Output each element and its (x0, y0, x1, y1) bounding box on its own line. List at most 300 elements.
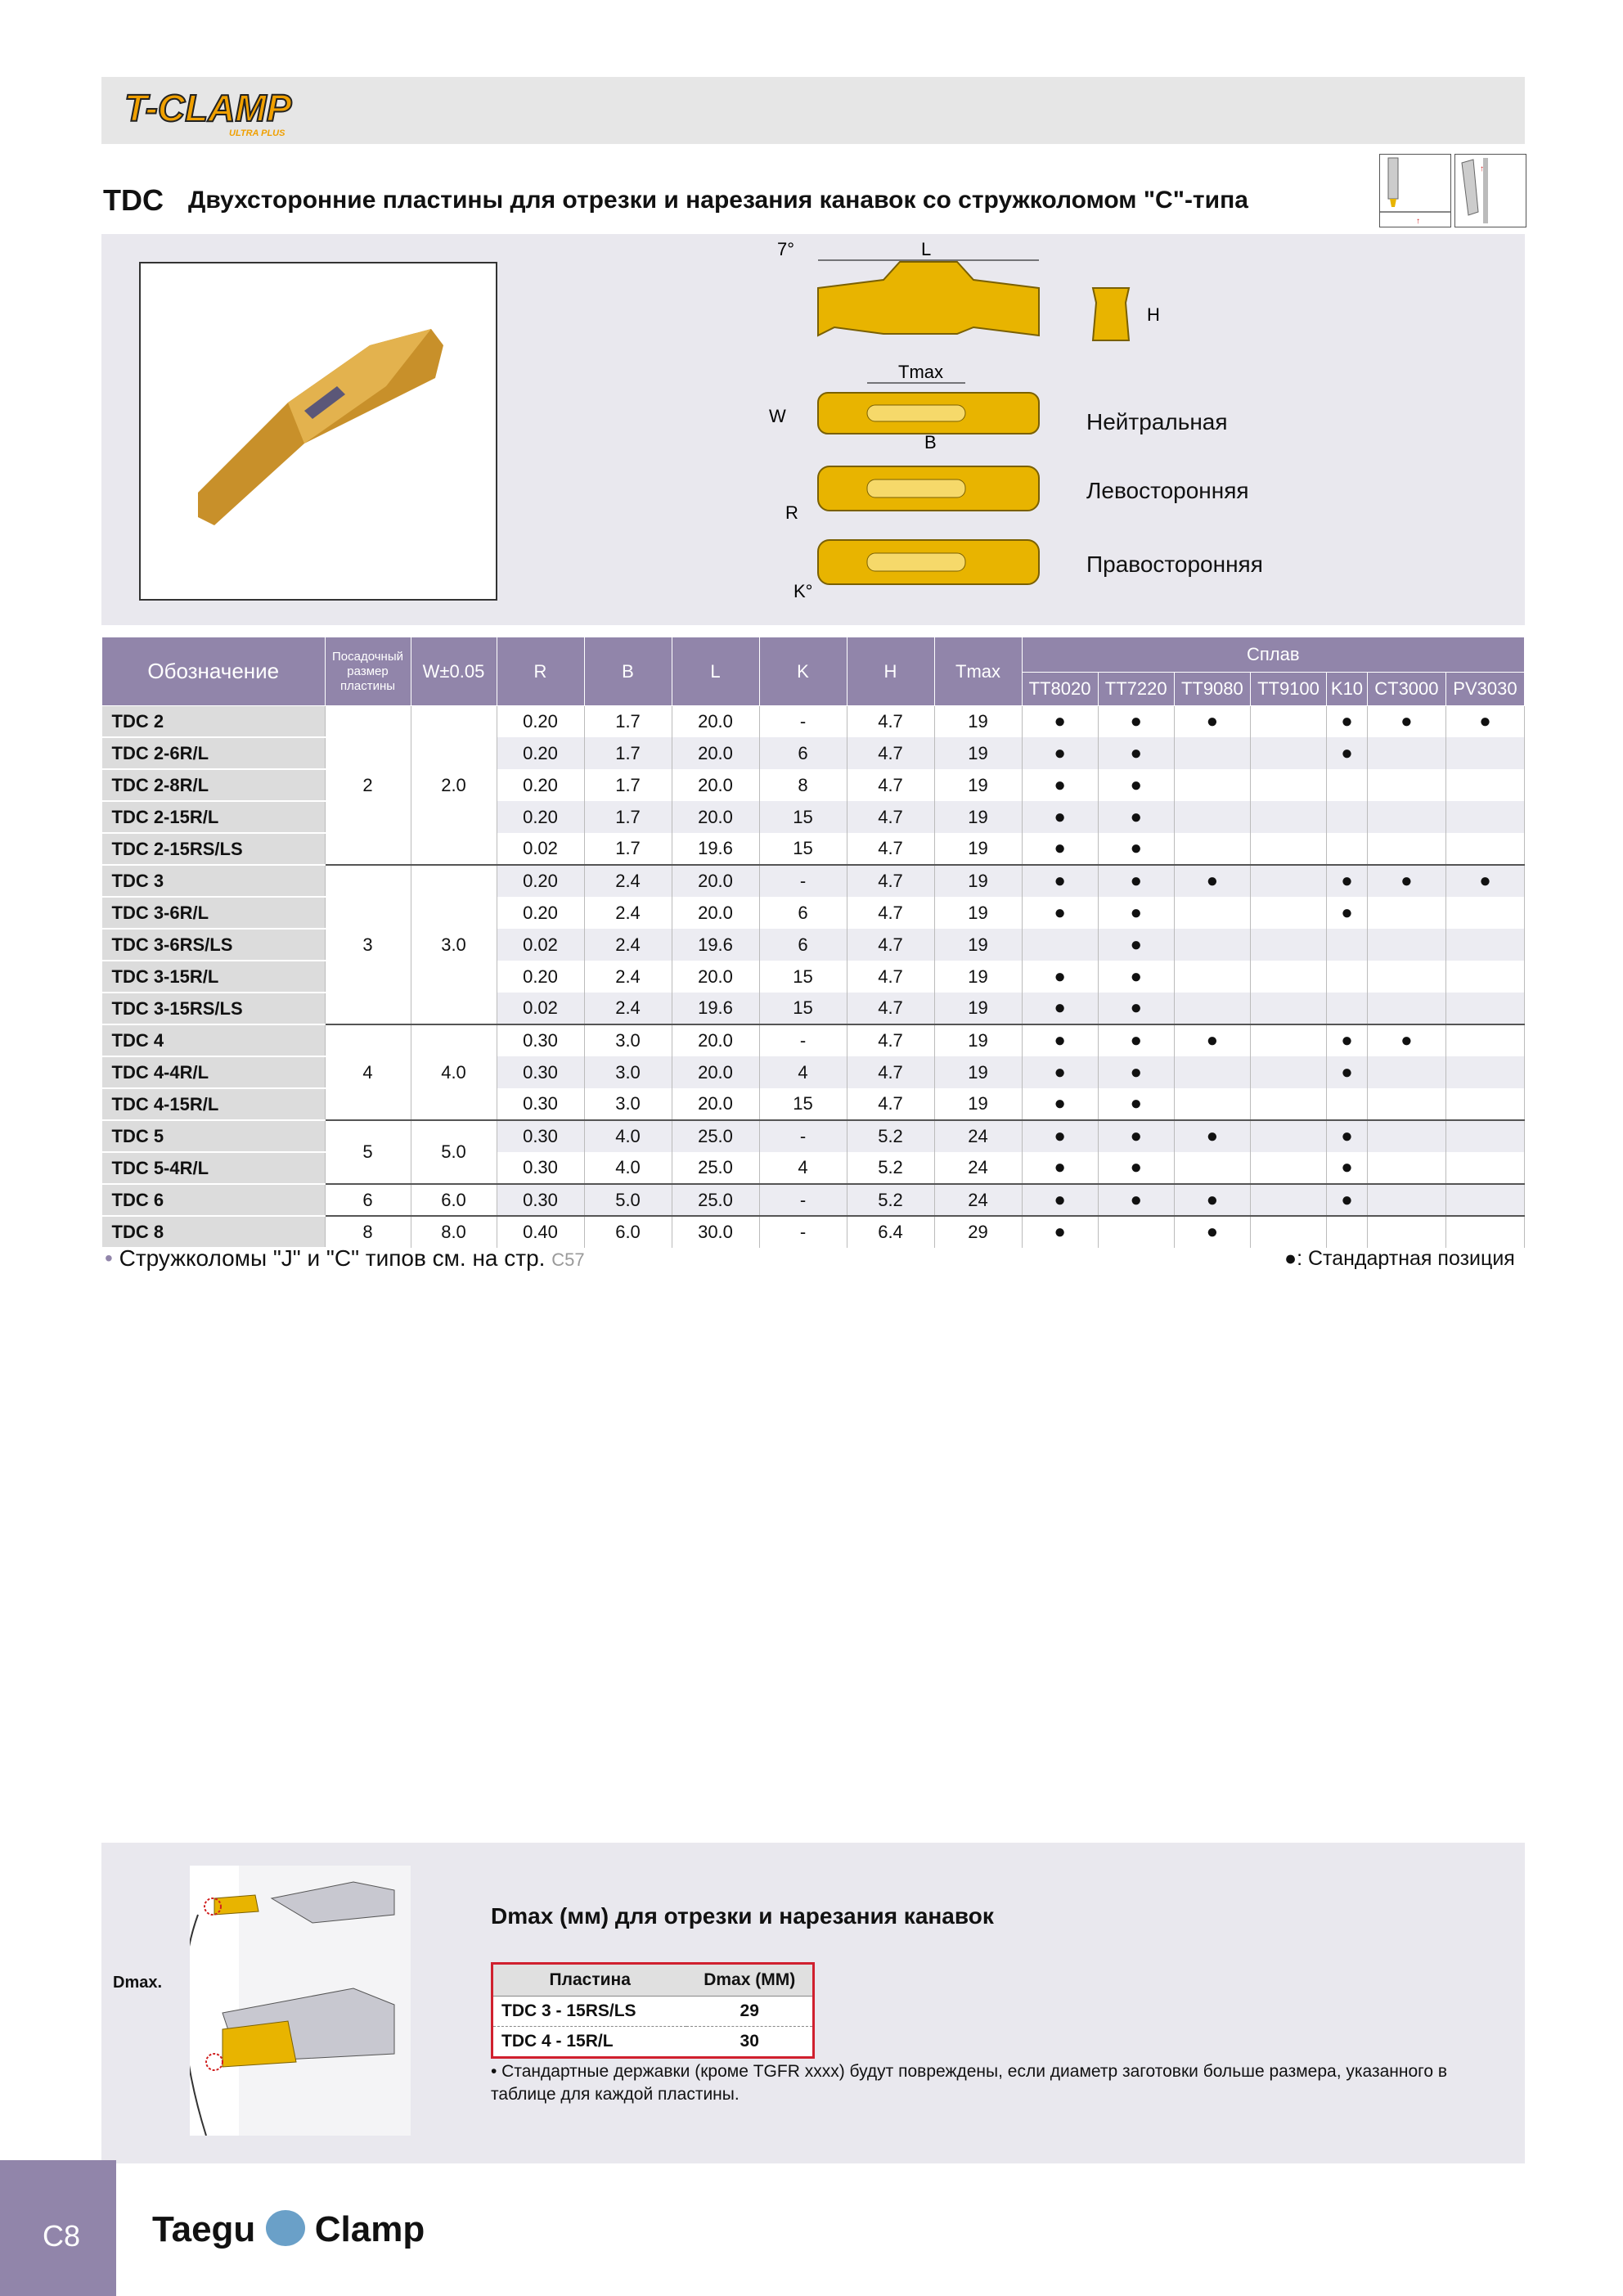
grade-availability-cell: ● (1022, 1216, 1098, 1248)
r-cell: 0.30 (497, 1024, 584, 1056)
w-cell: 8.0 (411, 1216, 497, 1248)
title-code: TDC (103, 183, 164, 217)
b-cell: 4.0 (584, 1152, 672, 1184)
col-seat-size: Посадочный размер пластины (325, 637, 411, 706)
grade-availability-cell (1445, 1088, 1524, 1120)
designation-cell: TDC 3 (102, 865, 326, 897)
grade-availability-cell: ● (1327, 1024, 1368, 1056)
grade-availability-cell: ● (1098, 801, 1174, 833)
grade-availability-cell (1367, 801, 1445, 833)
grade-availability-cell (1445, 961, 1524, 993)
dmax-figure-label: Dmax. (113, 1974, 163, 1992)
grade-availability-cell: ● (1327, 1056, 1368, 1088)
grade-availability-cell (1327, 961, 1368, 993)
l-cell: 19.6 (672, 993, 759, 1024)
grade-availability-cell: ● (1022, 769, 1098, 801)
grade-availability-cell: ● (1174, 1184, 1250, 1216)
l-cell: 25.0 (672, 1184, 759, 1216)
grade-availability-cell: ● (1327, 897, 1368, 929)
grade-availability-cell: ● (1022, 1056, 1098, 1088)
seat-size-cell: 2 (325, 706, 411, 866)
brand-emblem-icon (266, 2210, 305, 2246)
grade-availability-cell: ● (1022, 1088, 1098, 1120)
tmax-cell: 19 (934, 929, 1022, 961)
b-cell: 2.4 (584, 929, 672, 961)
right-hand-view (818, 540, 1039, 584)
brand-text: Taegu (152, 2209, 256, 2249)
tmax-cell: 24 (934, 1152, 1022, 1184)
designation-cell: TDC 4-15R/L (102, 1088, 326, 1120)
grade-availability-cell: ● (1098, 1184, 1174, 1216)
grade-availability-cell (1327, 769, 1368, 801)
b-cell: 2.4 (584, 865, 672, 897)
grade-availability-cell (1250, 961, 1326, 993)
grade-availability-cell: ● (1098, 929, 1174, 961)
l-cell: 20.0 (672, 769, 759, 801)
table-row (102, 1088, 1525, 1120)
b-cell: 3.0 (584, 1056, 672, 1088)
grade-availability-cell (1250, 833, 1326, 865)
grade-availability-cell: ● (1022, 993, 1098, 1024)
grade-availability-cell (1367, 1152, 1445, 1184)
grade-availability-cell (1250, 993, 1326, 1024)
h-cell: 4.7 (847, 1056, 934, 1088)
l-cell: 20.0 (672, 1056, 759, 1088)
grade-availability-cell (1327, 801, 1368, 833)
h-cell: 5.2 (847, 1184, 934, 1216)
grade-availability-cell (1174, 897, 1250, 929)
grade-availability-cell: ● (1327, 1152, 1368, 1184)
designation-cell: TDC 2 (102, 706, 326, 738)
grade-availability-cell: ● (1022, 865, 1098, 897)
grade-availability-cell (1250, 929, 1326, 961)
h-cell: 4.7 (847, 706, 934, 738)
h-cell: 5.2 (847, 1120, 934, 1152)
grade-availability-cell: ● (1022, 897, 1098, 929)
grade-availability-cell (1367, 737, 1445, 769)
grade-availability-cell: ● (1098, 706, 1174, 738)
designation-cell: TDC 4 (102, 1024, 326, 1056)
tmax-cell: 24 (934, 1184, 1022, 1216)
page-ref: C57 (551, 1249, 585, 1270)
col-k: K (759, 637, 847, 706)
grade-availability-cell: ● (1327, 1120, 1368, 1152)
grade-availability-cell (1327, 833, 1368, 865)
grade-availability-cell: ● (1098, 737, 1174, 769)
tmax-cell: 19 (934, 801, 1022, 833)
r-cell: 0.20 (497, 897, 584, 929)
k-cell: 15 (759, 993, 847, 1024)
brand-text-2: Clamp (314, 2209, 425, 2249)
k-cell: 4 (759, 1152, 847, 1184)
dim-K: K° (794, 581, 813, 601)
grade-availability-cell (1250, 706, 1326, 738)
col-tmax: Tmax (934, 637, 1022, 706)
dmax-note: • Стандартные державки (кроме TGFR xxxx) будут повреждены, если диаметр заготовки больше размера, указанного в таблице для каждой пластины. (491, 2062, 1448, 2104)
grade-availability-cell: ● (1174, 1216, 1250, 1248)
h-cell: 4.7 (847, 833, 934, 865)
grade-availability-cell (1250, 801, 1326, 833)
spec-table-body (102, 706, 1525, 1249)
r-cell: 0.20 (497, 961, 584, 993)
grade-availability-cell (1250, 1216, 1326, 1248)
h-cell: 4.7 (847, 737, 934, 769)
col-grade: PV3030 (1445, 673, 1524, 706)
tmax-cell: 19 (934, 897, 1022, 929)
svg-text:↑: ↑ (1416, 217, 1420, 226)
l-cell: 30.0 (672, 1216, 759, 1248)
b-cell: 2.4 (584, 993, 672, 1024)
grade-availability-cell: ● (1098, 1088, 1174, 1120)
table-row (102, 706, 1525, 738)
tmax-cell: 19 (934, 961, 1022, 993)
grade-availability-cell (1367, 993, 1445, 1024)
designation-cell: TDC 6 (102, 1184, 326, 1216)
col-b: B (584, 637, 672, 706)
dmax-col-value: Dmax (ММ) (686, 1965, 812, 1997)
grade-availability-cell: ● (1022, 801, 1098, 833)
r-cell: 0.02 (497, 993, 584, 1024)
r-cell: 0.30 (497, 1056, 584, 1088)
grade-availability-cell: ● (1174, 706, 1250, 738)
grade-availability-cell (1327, 1088, 1368, 1120)
grade-availability-cell (1367, 1056, 1445, 1088)
w-cell: 5.0 (411, 1120, 497, 1184)
grade-availability-cell: ● (1022, 737, 1098, 769)
grade-availability-cell (1022, 929, 1098, 961)
dim-W: W (769, 406, 786, 426)
svg-text:↑: ↑ (1480, 164, 1484, 173)
grade-availability-cell: ● (1445, 706, 1524, 738)
seat-size-cell: 5 (325, 1120, 411, 1184)
tmax-cell: 29 (934, 1216, 1022, 1248)
page-title: Двухсторонние пластины для отрезки и нарезания канавок со стружколомом "С"-типа (188, 187, 1248, 214)
grade-availability-cell (1445, 1152, 1524, 1184)
col-grade: CT3000 (1367, 673, 1445, 706)
grade-availability-cell (1367, 1120, 1445, 1152)
b-cell: 1.7 (584, 801, 672, 833)
grade-availability-cell (1174, 961, 1250, 993)
grade-availability-cell (1445, 993, 1524, 1024)
dim-H: H (1147, 304, 1160, 325)
k-cell: 6 (759, 929, 847, 961)
k-cell: - (759, 865, 847, 897)
b-cell: 6.0 (584, 1216, 672, 1248)
h-cell: 4.7 (847, 961, 934, 993)
r-cell: 0.02 (497, 929, 584, 961)
designation-cell: TDC 5 (102, 1120, 326, 1152)
view-label-neutral: Нейтральная (1086, 409, 1228, 434)
r-cell: 0.02 (497, 833, 584, 865)
dmax-title: Dmax (мм) для отрезки и нарезания канавок (491, 1903, 994, 1929)
grade-availability-cell (1367, 897, 1445, 929)
k-cell: 4 (759, 1056, 847, 1088)
grade-availability-cell: ● (1098, 1056, 1174, 1088)
grade-availability-cell (1445, 1216, 1524, 1248)
grade-availability-cell: ● (1022, 833, 1098, 865)
dim-L: L (921, 239, 932, 259)
seat-size-cell: 8 (325, 1216, 411, 1248)
tmax-cell: 19 (934, 1056, 1022, 1088)
b-cell: 2.4 (584, 961, 672, 993)
table-row (102, 1184, 1525, 1216)
dmax-table (493, 1965, 812, 2056)
col-grade: TT8020 (1022, 673, 1098, 706)
grade-availability-cell (1174, 769, 1250, 801)
grade-availability-cell (1174, 1152, 1250, 1184)
k-cell: - (759, 1120, 847, 1152)
k-cell: - (759, 1024, 847, 1056)
b-cell: 3.0 (584, 1088, 672, 1120)
grade-availability-cell (1250, 1184, 1326, 1216)
grade-availability-cell (1250, 1024, 1326, 1056)
l-cell: 20.0 (672, 865, 759, 897)
insert-photo (139, 262, 497, 601)
grade-availability-cell (1367, 961, 1445, 993)
designation-cell: TDC 2-6R/L (102, 737, 326, 769)
grade-availability-cell (1098, 1216, 1174, 1248)
grade-availability-cell (1174, 993, 1250, 1024)
grade-availability-cell (1367, 929, 1445, 961)
grade-availability-cell: ● (1367, 706, 1445, 738)
table-row (102, 1216, 1525, 1248)
tmax-cell: 24 (934, 1120, 1022, 1152)
dmax-row (493, 2027, 812, 2057)
r-cell: 0.20 (497, 801, 584, 833)
page-number: C8 (43, 2219, 81, 2253)
col-h: H (847, 637, 934, 706)
grade-availability-cell: ● (1022, 1184, 1098, 1216)
tmax-cell: 19 (934, 993, 1022, 1024)
grooving-application-icon (1379, 154, 1451, 227)
grade-availability-cell: ● (1022, 1152, 1098, 1184)
grade-availability-cell (1327, 993, 1368, 1024)
dmax-insert: TDC 3 - 15RS/LS (493, 1997, 686, 2027)
grade-availability-cell (1174, 1088, 1250, 1120)
designation-cell: TDC 3-6RS/LS (102, 929, 326, 961)
k-cell: 15 (759, 833, 847, 865)
col-grade: TT7220 (1098, 673, 1174, 706)
col-l: L (672, 637, 759, 706)
grade-availability-cell (1445, 833, 1524, 865)
k-cell: 15 (759, 801, 847, 833)
dmax-insert: TDC 4 - 15R/L (493, 2027, 686, 2057)
w-cell: 3.0 (411, 865, 497, 1024)
grade-availability-cell: ● (1098, 1120, 1174, 1152)
k-cell: - (759, 706, 847, 738)
h-cell: 4.7 (847, 801, 934, 833)
grade-availability-cell (1367, 1184, 1445, 1216)
grade-availability-cell: ● (1022, 1120, 1098, 1152)
col-alloy: Сплав (1022, 637, 1525, 673)
h-cell: 4.7 (847, 865, 934, 897)
dmax-row (493, 1997, 812, 2027)
grade-availability-cell: ● (1327, 706, 1368, 738)
k-cell: 8 (759, 769, 847, 801)
grade-availability-cell (1445, 737, 1524, 769)
dim-R: R (785, 502, 798, 523)
grade-availability-cell: ● (1098, 865, 1174, 897)
b-cell: 1.7 (584, 706, 672, 738)
tmax-cell: 19 (934, 737, 1022, 769)
col-w: W±0.05 (411, 637, 497, 706)
h-cell: 4.7 (847, 1024, 934, 1056)
logo-sub: ULTRA PLUS (229, 128, 285, 138)
designation-cell: TDC 8 (102, 1216, 326, 1248)
seat-size-cell: 4 (325, 1024, 411, 1120)
grade-availability-cell: ● (1327, 737, 1368, 769)
l-cell: 20.0 (672, 737, 759, 769)
b-cell: 1.7 (584, 833, 672, 865)
grade-availability-cell (1327, 1216, 1368, 1248)
grade-availability-cell (1367, 1088, 1445, 1120)
grade-availability-cell (1250, 1120, 1326, 1152)
h-cell: 5.2 (847, 1152, 934, 1184)
tmax-cell: 19 (934, 1088, 1022, 1120)
designation-cell: TDC 3-15R/L (102, 961, 326, 993)
l-cell: 20.0 (672, 897, 759, 929)
designation-cell: TDC 2-8R/L (102, 769, 326, 801)
table-row (102, 1152, 1525, 1184)
grade-availability-cell: ● (1098, 961, 1174, 993)
grade-availability-cell (1174, 833, 1250, 865)
h-cell: 4.7 (847, 897, 934, 929)
chipbreaker-note: • Стружколомы "J" и "C" типов см. на стр. C57 (105, 1245, 585, 1271)
table-row (102, 865, 1525, 897)
table-row (102, 1056, 1525, 1088)
h-cell: 4.7 (847, 1088, 934, 1120)
r-cell: 0.30 (497, 1088, 584, 1120)
table-row (102, 737, 1525, 769)
parting-application-icon (1454, 154, 1526, 227)
b-cell: 5.0 (584, 1184, 672, 1216)
grade-availability-cell (1445, 1024, 1524, 1056)
grade-availability-cell (1250, 1056, 1326, 1088)
r-cell: 0.20 (497, 865, 584, 897)
dmax-table-box (491, 1962, 815, 2059)
grade-availability-cell: ● (1022, 961, 1098, 993)
tmax-cell: 19 (934, 865, 1022, 897)
b-cell: 4.0 (584, 1120, 672, 1152)
l-cell: 20.0 (672, 961, 759, 993)
grade-availability-cell: ● (1022, 1024, 1098, 1056)
l-cell: 19.6 (672, 833, 759, 865)
grade-availability-cell (1445, 1120, 1524, 1152)
l-cell: 20.0 (672, 801, 759, 833)
grade-availability-cell: ● (1098, 769, 1174, 801)
grade-availability-cell (1367, 769, 1445, 801)
logo-text: T-CLAMP (124, 87, 292, 129)
l-cell: 20.0 (672, 706, 759, 738)
grade-availability-cell: ● (1367, 865, 1445, 897)
table-row (102, 769, 1525, 801)
k-cell: 15 (759, 961, 847, 993)
h-cell: 4.7 (847, 993, 934, 1024)
k-cell: 6 (759, 737, 847, 769)
dim-angle: 7° (777, 239, 795, 259)
grade-availability-cell: ● (1098, 897, 1174, 929)
grade-availability-cell (1445, 801, 1524, 833)
grade-availability-cell (1250, 897, 1326, 929)
grade-availability-cell: ● (1174, 865, 1250, 897)
designation-cell: TDC 5-4R/L (102, 1152, 326, 1184)
table-row (102, 929, 1525, 961)
dim-B: B (924, 432, 937, 452)
t-clamp-logo (123, 85, 335, 141)
grade-availability-cell: ● (1098, 1152, 1174, 1184)
col-grade: TT9100 (1250, 673, 1326, 706)
w-cell: 6.0 (411, 1184, 497, 1216)
grade-availability-cell: ● (1367, 1024, 1445, 1056)
legend-note: ●: Стандартная позиция (1284, 1247, 1515, 1270)
grade-availability-cell (1445, 1184, 1524, 1216)
insert-photo-drawing (141, 263, 496, 599)
grade-availability-cell (1250, 1152, 1326, 1184)
l-cell: 25.0 (672, 1152, 759, 1184)
grade-availability-cell (1174, 737, 1250, 769)
grade-availability-cell (1250, 1088, 1326, 1120)
view-label-right: Правосторонняя (1086, 551, 1263, 577)
dmax-value: 29 (686, 1997, 812, 2027)
k-cell: 15 (759, 1088, 847, 1120)
b-cell: 3.0 (584, 1024, 672, 1056)
tmax-cell: 19 (934, 1024, 1022, 1056)
designation-cell: TDC 2-15RS/LS (102, 833, 326, 865)
dim-Tmax: Tmax (898, 362, 943, 382)
grade-availability-cell (1445, 929, 1524, 961)
w-cell: 4.0 (411, 1024, 497, 1120)
seat-size-cell: 6 (325, 1184, 411, 1216)
grade-availability-cell (1250, 865, 1326, 897)
k-cell: - (759, 1216, 847, 1248)
table-row (102, 993, 1525, 1024)
grade-availability-cell (1327, 929, 1368, 961)
r-cell: 0.20 (497, 706, 584, 738)
table-row (102, 1024, 1525, 1056)
brand-logo (152, 2209, 425, 2250)
grade-availability-cell: ● (1327, 1184, 1368, 1216)
r-cell: 0.20 (497, 769, 584, 801)
grade-availability-cell (1445, 769, 1524, 801)
spec-table (101, 637, 1525, 1249)
b-cell: 2.4 (584, 897, 672, 929)
chipbreaker-note-text: Стружколомы "J" и "C" типов см. на стр. (119, 1245, 546, 1271)
grade-availability-cell (1367, 833, 1445, 865)
w-cell: 2.0 (411, 706, 497, 866)
col-designation: Обозначение (102, 637, 326, 706)
r-cell: 0.30 (497, 1120, 584, 1152)
l-cell: 25.0 (672, 1120, 759, 1152)
l-cell: 20.0 (672, 1024, 759, 1056)
dmax-figure (190, 1866, 411, 2136)
view-label-left: Левосторонняя (1086, 478, 1249, 503)
k-cell: - (759, 1184, 847, 1216)
l-cell: 19.6 (672, 929, 759, 961)
left-hand-view (818, 466, 1039, 511)
grade-availability-cell: ● (1098, 1024, 1174, 1056)
r-cell: 0.30 (497, 1152, 584, 1184)
b-cell: 1.7 (584, 737, 672, 769)
designation-cell: TDC 3-6R/L (102, 897, 326, 929)
dmax-value: 30 (686, 2027, 812, 2057)
l-cell: 20.0 (672, 1088, 759, 1120)
grade-availability-cell: ● (1327, 865, 1368, 897)
designation-cell: TDC 3-15RS/LS (102, 993, 326, 1024)
designation-cell: TDC 2-15R/L (102, 801, 326, 833)
k-cell: 6 (759, 897, 847, 929)
h-cell: 4.7 (847, 929, 934, 961)
tmax-cell: 19 (934, 833, 1022, 865)
